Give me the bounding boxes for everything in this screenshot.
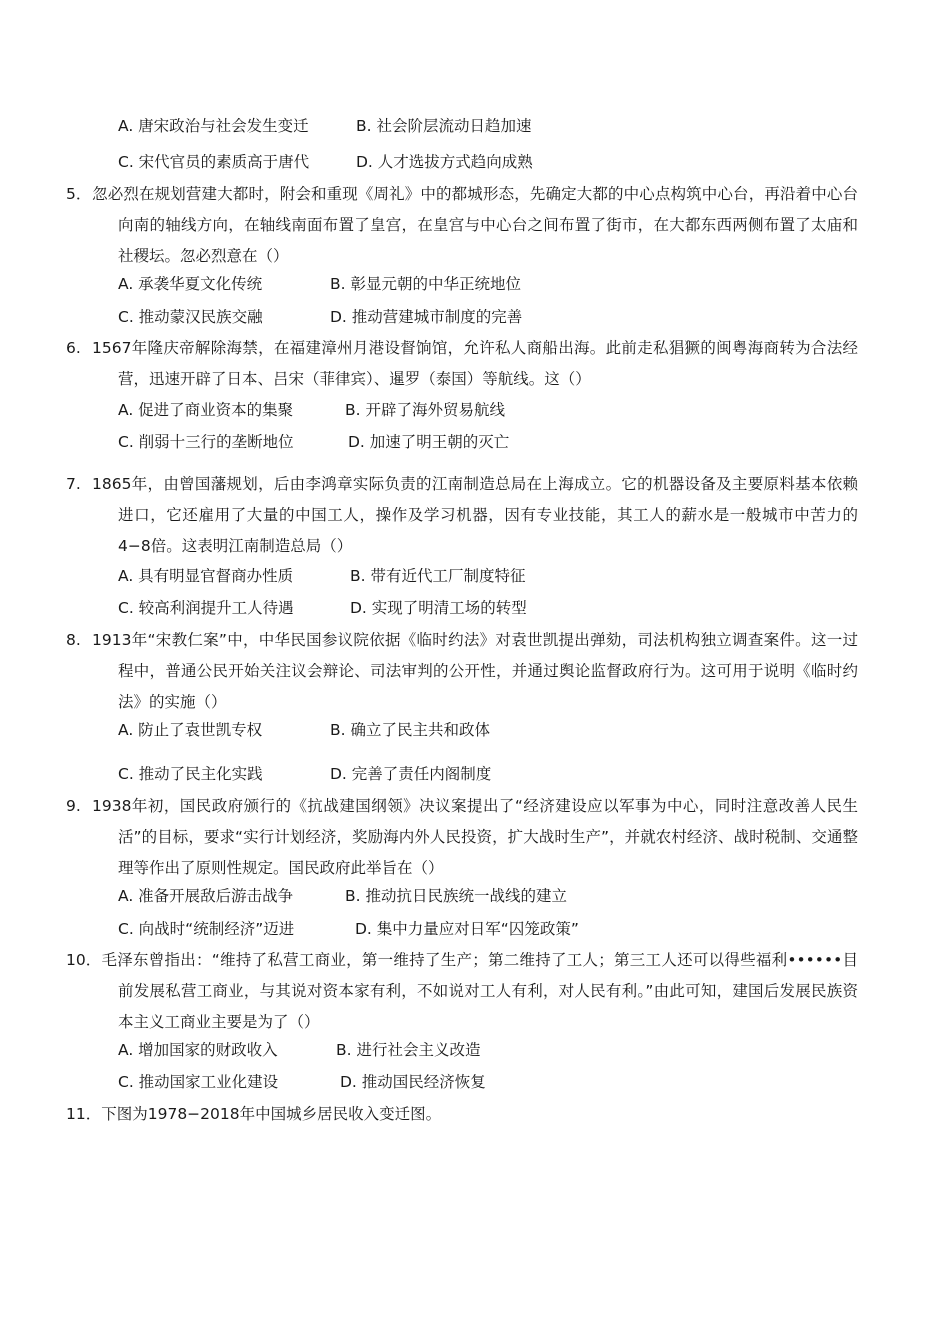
q5-options-row-2: [118, 305, 522, 327]
question-stem: 1567年隆庆帝解除海禁，在福建漳州月港设督饷馆，允许私人商船出海。此前走私猖獗的闽粤海商转为合法经营，迅速开辟了日本、吕宋（菲律宾）、暹罗（泰国）等航线。这（）: [92, 339, 858, 388]
q10-option-b: B. 进行社会主义改造: [336, 1041, 481, 1059]
q4-option-b: B. 社会阶层流动日趋加速: [356, 117, 532, 135]
question-8: 8.1913年“宋教仁案”中，中华民国参议院依据《临时约法》对袁世凯提出弹劾，司法机构独立调查案件。这一过程中，普通公民开始关注议会辩论、司法审判的公开性，并通过舆论监督政府行为。这可用于说明《临时约法》的实施（）: [66, 631, 858, 711]
q4-option-d: D. 人才选拔方式趋向成熟: [356, 153, 533, 171]
question-number: 10．: [66, 951, 102, 969]
question-9: 9.1938年初，国民政府颁行的《抗战建国纲领》决议案提出了“经济建设应以军事为中心，同时注意改善人民生活”的目标，要求“实行计划经济，奖励海内外人民投资，扩大战时生产”，并就农村经济、战时税制、交通整理等作出了原则性规定。国民政府此举旨在（）: [66, 797, 858, 877]
q8-option-a: A. 防止了袁世凯专权: [118, 721, 263, 739]
q9-options-row-2: [118, 917, 579, 939]
q9-option-c: C. 向战时“统制经济”迈进: [118, 920, 295, 938]
q9-option-b: B. 推动抗日民族统一战线的建立: [345, 887, 567, 905]
q5-option-d: D. 推动营建城市制度的完善: [330, 308, 523, 326]
q7-options-row-2: [118, 596, 527, 618]
q8-option-b: B. 确立了民主共和政体: [330, 721, 490, 739]
question-stem: 1865年，由曾国藩规划，后由李鸿章实际负责的江南制造总局在上海成立。它的机器设备及主要原料基本依赖进口，它还雇用了大量的中国工人，操作及学习机器，因有专业技能，其工人的薪水是一般城市中苦力的4−8倍。这表明江南制造总局（）: [92, 475, 858, 555]
q4-options-row-1: [118, 114, 532, 136]
q5-option-a: A. 承袭华夏文化传统: [118, 275, 263, 293]
q6-option-d: D. 加速了明王朝的灭亡: [348, 433, 510, 451]
q10-options-row-2: [118, 1070, 486, 1092]
q8-option-c: C. 推动了民主化实践: [118, 765, 263, 783]
question-stem: 忽必烈在规划营建大都时，附会和重现《周礼》中的都城形态，先确定大都的中心点构筑中心台，再沿着中心台向南的轴线方向，在轴线南面布置了皇宫，在皇宫与中心台之间布置了街市，在大都东西两侧布置了太庙和社稷坛。忽必烈意在（）: [92, 185, 858, 265]
q5-option-c: C. 推动蒙汉民族交融: [118, 308, 263, 326]
q6-option-b: B. 开辟了海外贸易航线: [345, 401, 505, 419]
q7-option-b: B. 带有近代工厂制度特征: [350, 567, 526, 585]
q4-options-row-2: [118, 150, 533, 172]
q10-option-a: A. 增加国家的财政收入: [118, 1041, 278, 1059]
q10-options-row-1: [118, 1038, 481, 1060]
q4-option-c: C. 宋代官员的素质高于唐代: [118, 153, 310, 171]
q5-options-row-1: [118, 272, 521, 294]
q9-option-d: D. 集中力量应对日军“囚笼政策”: [355, 920, 579, 938]
q9-options-row-1: [118, 884, 567, 906]
q6-options-row-1: [118, 398, 505, 420]
question-11: [66, 1099, 858, 1130]
q7-options-row-1: [118, 564, 526, 586]
q8-options-row-1: [118, 718, 490, 740]
q4-option-a: A. 唐宋政治与社会发生变迁: [118, 117, 309, 135]
question-stem: 1913年“宋教仁案”中，中华民国参议院依据《临时约法》对袁世凯提出弹劾，司法机构独立调查案件。这一过程中，普通公民开始关注议会辩论、司法审判的公开性，并通过舆论监督政府行为。这可用于说明《临时约法》的实施（）: [92, 631, 858, 711]
question-stem: 下图为1978−2018年中国城乡居民收入变迁图。: [101, 1105, 442, 1123]
question-7: 7.1865年，由曾国藩规划，后由李鸿章实际负责的江南制造总局在上海成立。它的机器设备及主要原料基本依赖进口，它还雇用了大量的中国工人，操作及学习机器，因有专业技能，其工人的薪水是一般城市中苦力的4−8倍。这表明江南制造总局（）: [66, 475, 858, 555]
q8-options-row-2: [118, 762, 491, 784]
question-5: 5．忽必烈在规划营建大都时，附会和重现《周礼》中的都城形态，先确定大都的中心点构筑中心台，再沿着中心台向南的轴线方向，在轴线南面布置了皇宫，在皇宫与中心台之间布置了街市，在大都东西两侧布置了太庙和社稷坛。忽必烈意在（）: [66, 185, 858, 265]
q7-option-a: A. 具有明显官督商办性质: [118, 567, 294, 585]
question-number: 11．: [66, 1105, 102, 1123]
question-10: [66, 945, 858, 1038]
question-stem: 毛泽东曾指出：“维持了私营工商业，第一维持了生产；第二维持了工人；第三工人还可以得些福利••••••目前发展私营工商业，与其说对资本家有利，不如说对工人有利，对人民有利。”由此可知，建国后发展民族资本主义工商业主要是为了（）: [101, 951, 858, 1031]
q6-option-c: C. 削弱十三行的垄断地位: [118, 433, 294, 451]
question-6: 6.1567年隆庆帝解除海禁，在福建漳州月港设督饷馆，允许私人商船出海。此前走私猖獗的闽粤海商转为合法经营，迅速开辟了日本、吕宋（菲律宾）、暹罗（泰国）等航线。这（）: [66, 339, 858, 388]
q7-option-d: D. 实现了明清工场的转型: [350, 599, 527, 617]
q5-option-b: B. 彰显元朝的中华正统地位: [330, 275, 521, 293]
q6-options-row-2: [118, 430, 509, 452]
q9-option-a: A. 准备开展敌后游击战争: [118, 887, 294, 905]
q6-option-a: A. 促进了商业资本的集聚: [118, 401, 294, 419]
question-stem: 1938年初，国民政府颁行的《抗战建国纲领》决议案提出了“经济建设应以军事为中心，同时注意改善人民生活”的目标，要求“实行计划经济，奖励海内外人民投资，扩大战时生产”，并就农村经济、战时税制、交通整理等作出了原则性规定。国民政府此举旨在（）: [92, 797, 858, 877]
q10-option-c: C. 推动国家工业化建设: [118, 1073, 279, 1091]
q7-option-c: C. 较高利润提升工人待遇: [118, 599, 294, 617]
q8-option-d: D. 完善了责任内阁制度: [330, 765, 492, 783]
q10-option-d: D. 推动国民经济恢复: [340, 1073, 486, 1091]
